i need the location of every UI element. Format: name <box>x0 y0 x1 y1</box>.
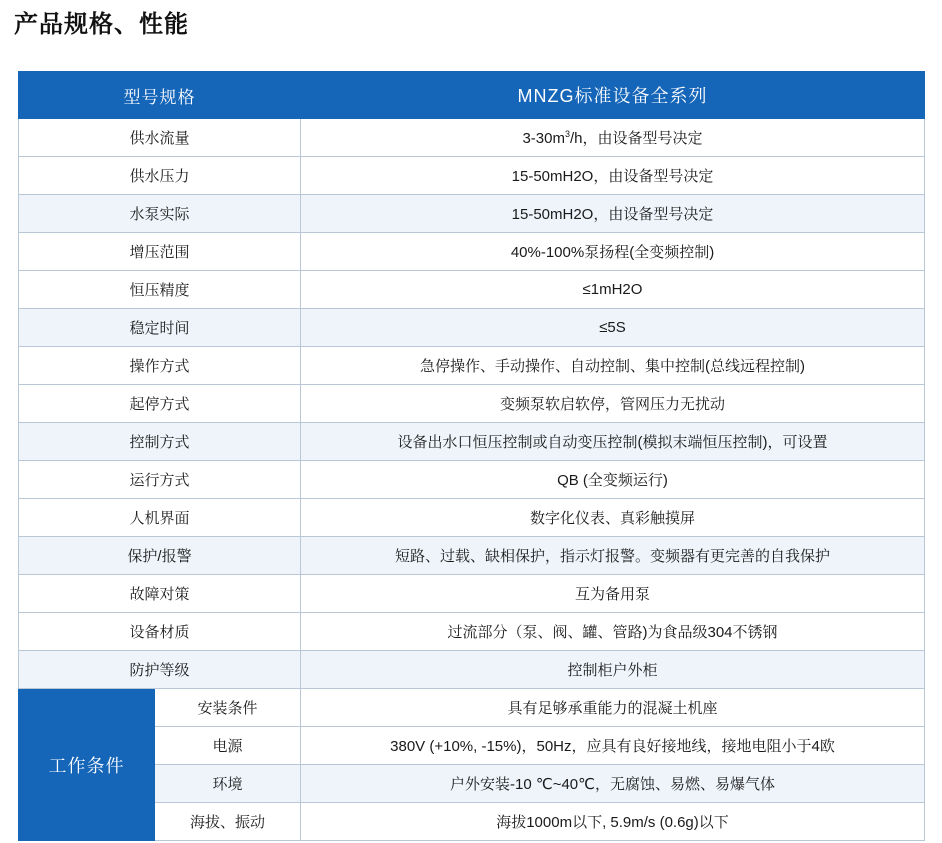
page-title: 产品规格、性能 <box>14 11 189 38</box>
work-row-value: 海拔1000m以下, 5.9m/s (0.6g)以下 <box>301 803 925 841</box>
table-row <box>19 575 925 613</box>
row-label: 稳定时间 <box>19 309 301 347</box>
row-label: 控制方式 <box>19 423 301 461</box>
table-row <box>19 651 925 689</box>
row-value: 过流部分（泵、阀、罐、管路)为食品级304不锈钢 <box>301 613 925 651</box>
table-header-row <box>19 72 925 119</box>
work-row-label: 安装条件 <box>155 689 301 727</box>
row-value: ≤5S <box>301 309 925 347</box>
row-label: 故障对策 <box>19 575 301 613</box>
row-label: 恒压精度 <box>19 271 301 309</box>
table-row <box>19 423 925 461</box>
row-value: 设备出水口恒压控制或自动变压控制(模拟末端恒压控制)，可设置 <box>301 423 925 461</box>
row-label: 防护等级 <box>19 651 301 689</box>
table-row <box>19 309 925 347</box>
table-row <box>19 613 925 651</box>
work-condition-row <box>19 727 925 765</box>
page-root <box>0 8 942 843</box>
row-value: QB (全变频运行) <box>301 461 925 499</box>
row-label: 水泵实际 <box>19 195 301 233</box>
table-row <box>19 537 925 575</box>
row-value: 15-50mH2O，由设备型号决定 <box>301 157 925 195</box>
table-row <box>19 195 925 233</box>
table-row <box>19 233 925 271</box>
row-value-post: /h，由设备型号决定 <box>570 130 703 147</box>
row-label: 操作方式 <box>19 347 301 385</box>
row-label: 供水流量 <box>19 119 301 157</box>
table-row <box>19 385 925 423</box>
row-label: 人机界面 <box>19 499 301 537</box>
header-cell-series: MNZG标准设备全系列 <box>301 72 925 119</box>
work-row-label: 电源 <box>155 727 301 765</box>
row-label: 设备材质 <box>19 613 301 651</box>
row-label: 起停方式 <box>19 385 301 423</box>
table-row <box>19 157 925 195</box>
row-value <box>301 119 925 157</box>
table-row <box>19 347 925 385</box>
work-conditions-label: 工作条件 <box>19 689 155 841</box>
row-value: 急停操作、手动操作、自动控制、集中控制(总线远程控制) <box>301 347 925 385</box>
table-row <box>19 499 925 537</box>
work-condition-row <box>19 689 925 727</box>
work-row-value: 具有足够承重能力的混凝土机座 <box>301 689 925 727</box>
row-value-pre: 3-30m <box>522 130 565 147</box>
work-row-value: 户外安装-10 ℃~40℃，无腐蚀、易燃、易爆气体 <box>301 765 925 803</box>
row-value: 互为备用泵 <box>301 575 925 613</box>
row-value: 15-50mH2O，由设备型号决定 <box>301 195 925 233</box>
row-value-sup: 3 <box>565 129 571 139</box>
row-value: ≤1mH2O <box>301 271 925 309</box>
work-row-label: 海拔、振动 <box>155 803 301 841</box>
row-value: 40%-100%泵扬程(全变频控制) <box>301 233 925 271</box>
row-label: 供水压力 <box>19 157 301 195</box>
row-value: 变频泵软启软停，管网压力无扰动 <box>301 385 925 423</box>
row-label: 保护/报警 <box>19 537 301 575</box>
table-row <box>19 461 925 499</box>
row-value: 控制柜户外柜 <box>301 651 925 689</box>
row-value: 数字化仪表、真彩触摸屏 <box>301 499 925 537</box>
row-value: 短路、过载、缺相保护，指示灯报警。变频器有更完善的自我保护 <box>301 537 925 575</box>
header-cell-model: 型号规格 <box>19 72 301 119</box>
table-row <box>19 271 925 309</box>
work-condition-row <box>19 765 925 803</box>
row-label: 运行方式 <box>19 461 301 499</box>
spec-table <box>18 71 925 841</box>
work-row-value: 380V (+10%, -15%)，50Hz，应具有良好接地线，接地电阻小于4欧 <box>301 727 925 765</box>
row-label: 增压范围 <box>19 233 301 271</box>
table-row <box>19 119 925 157</box>
work-row-label: 环境 <box>155 765 301 803</box>
